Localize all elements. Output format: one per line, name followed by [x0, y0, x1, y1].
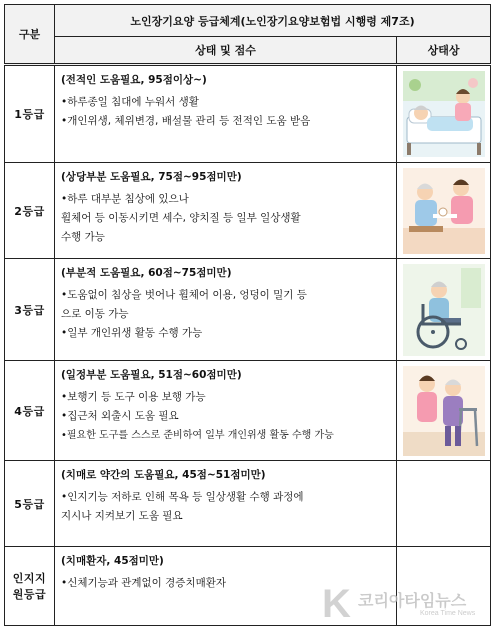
grade-title: (부분적 도움필요, 60점~75점미만): [61, 267, 232, 279]
caregiver-assisting-illustration: [403, 168, 485, 254]
grade-description: [55, 547, 397, 626]
grade-item: •보행기 등 도구 이용 보행 가능: [61, 391, 206, 403]
watermark-logo-letter: K: [322, 582, 351, 626]
grade-item: •개인위생, 체위변경, 배설물 관리 등 전적인 도움 받음: [61, 115, 311, 127]
table-subheader-row: [5, 37, 491, 65]
grade-title: (일정부분 도움필요, 51점~60점미만): [61, 369, 242, 381]
table-row: [5, 461, 491, 547]
table-row: [5, 547, 491, 626]
grade-item: •하루종일 침대에 누워서 생활: [61, 96, 199, 108]
grade-label: [5, 547, 55, 626]
table-row: [5, 163, 491, 259]
grade-item: 수행 가능: [61, 231, 105, 243]
grade-item: 으로 이동 가능: [61, 308, 129, 320]
table-header-row: [5, 5, 491, 37]
col-header-img: 상태상: [397, 37, 491, 65]
grade-label: 4등급: [5, 361, 55, 461]
walker-user-illustration: [403, 366, 485, 456]
grade-title: (치매환자, 45점미만): [61, 555, 164, 567]
watermark-name: 코리아타임뉴스: [358, 591, 467, 610]
table-row: [5, 65, 491, 163]
col-header-group: 구분: [5, 5, 55, 65]
illustration-cell-empty: [397, 547, 491, 626]
grade-description: [55, 65, 397, 163]
grade-item: •인지기능 저하로 인해 목욕 등 일상생활 수행 과정에: [61, 491, 304, 503]
illustration-cell: [397, 361, 491, 461]
grade-label-line: 인지지: [12, 572, 47, 585]
table-row: [5, 361, 491, 461]
grade-description: [55, 163, 397, 259]
col-header-desc: 상태 및 점수: [55, 37, 397, 65]
bedridden-patient-illustration: [403, 71, 485, 157]
table-title: 노인장기요양 등급체계(노인장기요양보험법 시행령 제7조): [55, 5, 491, 37]
grade-item: •신체기능과 관계없이 경증치매환자: [61, 577, 227, 589]
grade-title: (상당부분 도움필요, 75점~95점미만): [61, 171, 242, 183]
grade-label: 3등급: [5, 259, 55, 361]
care-grade-table: [4, 4, 491, 626]
illustration-cell: [397, 65, 491, 163]
grade-title: (치매로 약간의 도움필요, 45점~51점미만): [61, 469, 266, 481]
grade-description: [55, 461, 397, 547]
grade-description: [55, 361, 397, 461]
document-page: [4, 4, 490, 625]
grade-item: 휠체어 등 이동시키면 세수, 양치질 등 일부 일상생활: [61, 212, 301, 224]
grade-item: •하루 대부분 침상에 있으나: [61, 193, 189, 205]
grade-item: •집근처 외출시 도움 필요: [61, 410, 179, 422]
grade-item: •필요한 도구를 스스로 준비하여 일부 개인위생 활동 수행 가능: [61, 430, 334, 441]
illustration-cell-empty: [397, 461, 491, 547]
grade-label: 2등급: [5, 163, 55, 259]
watermark-subtitle: Korea Time News: [420, 610, 476, 617]
wheelchair-user-illustration: [403, 264, 485, 356]
grade-item: 지시나 지켜보기 도움 필요: [61, 510, 183, 522]
table-row: [5, 259, 491, 361]
illustration-cell: [397, 163, 491, 259]
grade-label-line: 원등급: [12, 588, 47, 601]
grade-item: •일부 개인위생 활동 수행 가능: [61, 327, 203, 339]
grade-description: [55, 259, 397, 361]
grade-title: (전적인 도움필요, 95점이상~): [61, 74, 207, 86]
grade-label: 5등급: [5, 461, 55, 547]
grade-item: •도움없이 침상을 벗어나 휠체어 이용, 엉덩이 밀기 등: [61, 289, 307, 301]
grade-label: 1등급: [5, 65, 55, 163]
illustration-cell: [397, 259, 491, 361]
